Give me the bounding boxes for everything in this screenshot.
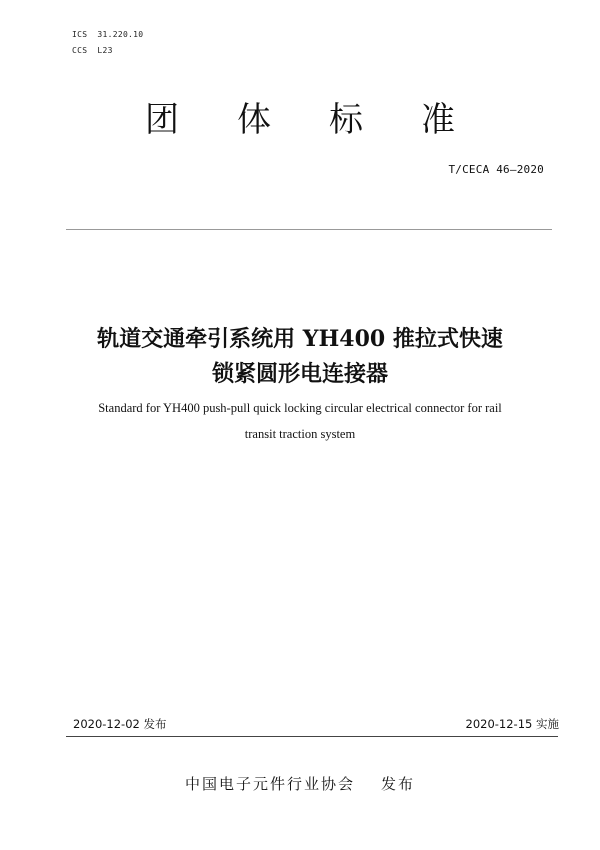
standard-type-heading: 团体标准 [145, 100, 513, 140]
title-english-line-2: transit traction system [244, 427, 356, 441]
ccs-code: L23 [97, 46, 113, 55]
ics-code: 31.220.10 [97, 30, 144, 39]
publish-date: 2020-12-02 发布 [73, 717, 167, 731]
ics-label: ICS [72, 30, 88, 39]
title-english-line-1: Standard for YH400 push-pull quick locking circular electrical connector for rail [98, 401, 502, 415]
implement-date: 2020-12-15 实施 [465, 717, 559, 731]
ics-classification [72, 30, 143, 39]
title-chinese-line-2: 锁紧圆形电连接器 [211, 361, 388, 387]
issuer-action: 发布 [381, 775, 416, 793]
header-divider [66, 229, 552, 230]
footer-divider [66, 736, 558, 737]
ccs-classification [72, 46, 113, 55]
title-chinese-line-1: 轨道交通牵引系统用 YH400 推拉式快速 [97, 326, 503, 352]
issuer-line [0, 773, 600, 794]
issuer-name: 中国电子元件行业协会 [184, 775, 355, 793]
standard-code: T/CECA 46—2020 [448, 163, 544, 176]
ccs-label: CCS [72, 46, 88, 55]
